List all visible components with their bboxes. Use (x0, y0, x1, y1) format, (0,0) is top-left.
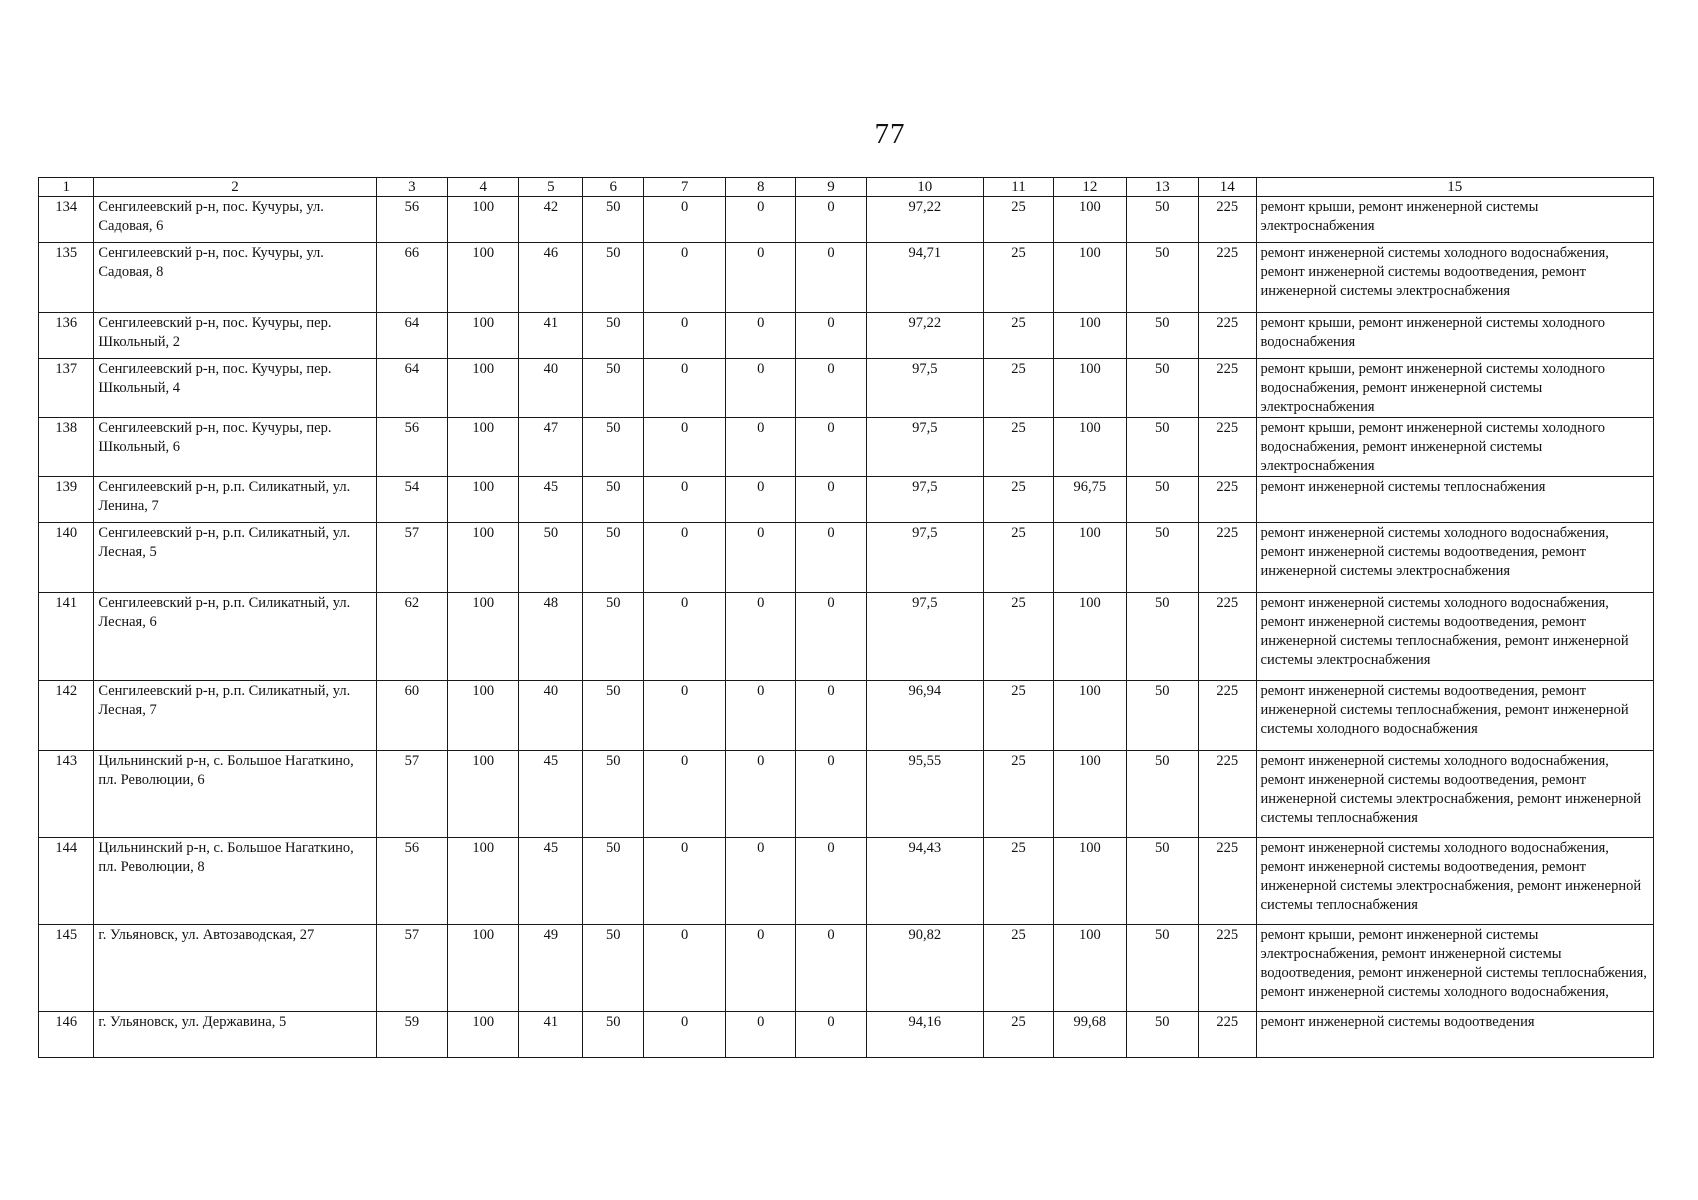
value-cell-col-10: 94,71 (866, 243, 983, 313)
value-cell-col-8: 0 (726, 313, 796, 359)
value-cell-col-14: 225 (1199, 197, 1257, 243)
value-cell-col-10: 97,5 (866, 523, 983, 593)
value-cell-col-9: 0 (796, 523, 866, 593)
work-type-cell: ремонт инженерной системы холодного водоснабжения, ремонт инженерной системы водоотведения, ремонт инженерной системы электроснабжения, ремонт инженерной системы теплоснабжения (1256, 751, 1653, 838)
value-cell-col-9: 0 (796, 359, 866, 418)
work-type-cell: ремонт инженерной системы холодного водоснабжения, ремонт инженерной системы водоотведения, ремонт инженерной системы теплоснабжения, ремонт инженерной системы электроснабжения (1256, 593, 1653, 681)
address-cell: Сенгилеевский р-н, пос. Кучуры, пер. Школьный, 4 (94, 359, 376, 418)
value-cell-col-13: 50 (1126, 838, 1198, 925)
value-cell-col-13: 50 (1126, 523, 1198, 593)
value-cell-col-13: 50 (1126, 243, 1198, 313)
row-number-cell: 145 (39, 925, 94, 1012)
value-cell-col-4: 100 (448, 593, 519, 681)
value-cell-col-6: 50 (583, 477, 644, 523)
value-cell-col-4: 100 (448, 313, 519, 359)
table-row (39, 359, 1654, 418)
value-cell-col-10: 96,94 (866, 681, 983, 751)
value-cell-col-12: 100 (1054, 925, 1126, 1012)
value-cell-col-14: 225 (1199, 243, 1257, 313)
value-cell-col-3: 66 (376, 243, 447, 313)
value-cell-col-5: 41 (519, 313, 583, 359)
value-cell-col-3: 64 (376, 359, 447, 418)
value-cell-col-12: 100 (1054, 313, 1126, 359)
value-cell-col-13: 50 (1126, 477, 1198, 523)
value-cell-col-5: 48 (519, 593, 583, 681)
value-cell-col-12: 99,68 (1054, 1012, 1126, 1058)
value-cell-col-9: 0 (796, 925, 866, 1012)
value-cell-col-8: 0 (726, 359, 796, 418)
value-cell-col-13: 50 (1126, 1012, 1198, 1058)
value-cell-col-14: 225 (1199, 418, 1257, 477)
value-cell-col-11: 25 (983, 681, 1053, 751)
work-type-cell: ремонт крыши, ремонт инженерной системы холодного водоснабжения, ремонт инженерной системы электроснабжения (1256, 359, 1653, 418)
table-row (39, 593, 1654, 681)
address-cell: Цильнинский р-н, с. Большое Нагаткино, пл. Революции, 6 (94, 751, 376, 838)
value-cell-col-12: 100 (1054, 593, 1126, 681)
value-cell-col-10: 97,22 (866, 313, 983, 359)
row-number-cell: 139 (39, 477, 94, 523)
value-cell-col-5: 47 (519, 418, 583, 477)
value-cell-col-6: 50 (583, 313, 644, 359)
column-header-1: 1 (39, 178, 94, 197)
value-cell-col-4: 100 (448, 243, 519, 313)
value-cell-col-10: 97,5 (866, 593, 983, 681)
column-header-10: 10 (866, 178, 983, 197)
table-row (39, 838, 1654, 925)
value-cell-col-3: 56 (376, 197, 447, 243)
column-header-4: 4 (448, 178, 519, 197)
value-cell-col-3: 54 (376, 477, 447, 523)
address-cell: Сенгилеевский р-н, пос. Кучуры, ул. Садовая, 8 (94, 243, 376, 313)
value-cell-col-8: 0 (726, 681, 796, 751)
table-row (39, 925, 1654, 1012)
value-cell-col-3: 56 (376, 418, 447, 477)
table-row (39, 243, 1654, 313)
value-cell-col-3: 64 (376, 313, 447, 359)
address-cell: г. Ульяновск, ул. Автозаводская, 27 (94, 925, 376, 1012)
value-cell-col-3: 57 (376, 751, 447, 838)
table-body (39, 178, 1654, 1058)
address-cell: Сенгилеевский р-н, пос. Кучуры, пер. Школьный, 6 (94, 418, 376, 477)
table-row (39, 681, 1654, 751)
value-cell-col-12: 100 (1054, 243, 1126, 313)
value-cell-col-3: 56 (376, 838, 447, 925)
value-cell-col-13: 50 (1126, 418, 1198, 477)
column-header-5: 5 (519, 178, 583, 197)
value-cell-col-6: 50 (583, 681, 644, 751)
address-cell: Сенгилеевский р-н, р.п. Силикатный, ул. Лесная, 6 (94, 593, 376, 681)
value-cell-col-12: 100 (1054, 523, 1126, 593)
value-cell-col-6: 50 (583, 418, 644, 477)
value-cell-col-4: 100 (448, 838, 519, 925)
address-cell: Цильнинский р-н, с. Большое Нагаткино, пл. Революции, 8 (94, 838, 376, 925)
value-cell-col-11: 25 (983, 593, 1053, 681)
value-cell-col-7: 0 (644, 418, 726, 477)
value-cell-col-14: 225 (1199, 523, 1257, 593)
value-cell-col-7: 0 (644, 523, 726, 593)
value-cell-col-12: 100 (1054, 197, 1126, 243)
value-cell-col-13: 50 (1126, 593, 1198, 681)
value-cell-col-7: 0 (644, 925, 726, 1012)
value-cell-col-6: 50 (583, 197, 644, 243)
value-cell-col-11: 25 (983, 523, 1053, 593)
value-cell-col-7: 0 (644, 751, 726, 838)
value-cell-col-11: 25 (983, 197, 1053, 243)
value-cell-col-11: 25 (983, 418, 1053, 477)
value-cell-col-11: 25 (983, 925, 1053, 1012)
value-cell-col-4: 100 (448, 751, 519, 838)
value-cell-col-6: 50 (583, 1012, 644, 1058)
value-cell-col-4: 100 (448, 1012, 519, 1058)
value-cell-col-14: 225 (1199, 593, 1257, 681)
value-cell-col-9: 0 (796, 751, 866, 838)
value-cell-col-14: 225 (1199, 359, 1257, 418)
value-cell-col-4: 100 (448, 523, 519, 593)
column-header-14: 14 (1199, 178, 1257, 197)
value-cell-col-4: 100 (448, 359, 519, 418)
column-header-9: 9 (796, 178, 866, 197)
value-cell-col-5: 45 (519, 477, 583, 523)
value-cell-col-9: 0 (796, 838, 866, 925)
value-cell-col-13: 50 (1126, 313, 1198, 359)
header-row (39, 178, 1654, 197)
value-cell-col-12: 100 (1054, 838, 1126, 925)
value-cell-col-6: 50 (583, 359, 644, 418)
value-cell-col-8: 0 (726, 751, 796, 838)
data-table (38, 177, 1654, 1058)
row-number-cell: 142 (39, 681, 94, 751)
value-cell-col-11: 25 (983, 359, 1053, 418)
value-cell-col-10: 95,55 (866, 751, 983, 838)
work-type-cell: ремонт крыши, ремонт инженерной системы холодного водоснабжения, ремонт инженерной системы электроснабжения (1256, 418, 1653, 477)
table-row (39, 477, 1654, 523)
column-header-3: 3 (376, 178, 447, 197)
value-cell-col-7: 0 (644, 243, 726, 313)
table-row (39, 523, 1654, 593)
value-cell-col-6: 50 (583, 751, 644, 838)
value-cell-col-14: 225 (1199, 1012, 1257, 1058)
value-cell-col-11: 25 (983, 1012, 1053, 1058)
value-cell-col-8: 0 (726, 243, 796, 313)
value-cell-col-10: 90,82 (866, 925, 983, 1012)
value-cell-col-9: 0 (796, 681, 866, 751)
value-cell-col-14: 225 (1199, 838, 1257, 925)
value-cell-col-8: 0 (726, 838, 796, 925)
row-number-cell: 141 (39, 593, 94, 681)
value-cell-col-9: 0 (796, 593, 866, 681)
column-header-6: 6 (583, 178, 644, 197)
address-cell: г. Ульяновск, ул. Державина, 5 (94, 1012, 376, 1058)
value-cell-col-9: 0 (796, 477, 866, 523)
value-cell-col-14: 225 (1199, 925, 1257, 1012)
row-number-cell: 134 (39, 197, 94, 243)
value-cell-col-6: 50 (583, 523, 644, 593)
value-cell-col-4: 100 (448, 197, 519, 243)
row-number-cell: 138 (39, 418, 94, 477)
column-header-12: 12 (1054, 178, 1126, 197)
value-cell-col-4: 100 (448, 681, 519, 751)
value-cell-col-5: 45 (519, 838, 583, 925)
work-type-cell: ремонт крыши, ремонт инженерной системы холодного водоснабжения (1256, 313, 1653, 359)
value-cell-col-7: 0 (644, 681, 726, 751)
value-cell-col-11: 25 (983, 243, 1053, 313)
work-type-cell: ремонт крыши, ремонт инженерной системы электроснабжения (1256, 197, 1653, 243)
work-type-cell: ремонт инженерной системы холодного водоснабжения, ремонт инженерной системы водоотведения, ремонт инженерной системы электроснабжения (1256, 243, 1653, 313)
table-row (39, 751, 1654, 838)
value-cell-col-10: 97,5 (866, 418, 983, 477)
value-cell-col-3: 57 (376, 925, 447, 1012)
value-cell-col-6: 50 (583, 593, 644, 681)
value-cell-col-8: 0 (726, 197, 796, 243)
value-cell-col-8: 0 (726, 477, 796, 523)
column-header-13: 13 (1126, 178, 1198, 197)
value-cell-col-7: 0 (644, 477, 726, 523)
work-type-cell: ремонт инженерной системы водоотведения (1256, 1012, 1653, 1058)
value-cell-col-14: 225 (1199, 751, 1257, 838)
value-cell-col-9: 0 (796, 313, 866, 359)
value-cell-col-6: 50 (583, 243, 644, 313)
table-row (39, 1012, 1654, 1058)
column-header-11: 11 (983, 178, 1053, 197)
value-cell-col-7: 0 (644, 593, 726, 681)
value-cell-col-11: 25 (983, 838, 1053, 925)
row-number-cell: 144 (39, 838, 94, 925)
value-cell-col-5: 49 (519, 925, 583, 1012)
value-cell-col-14: 225 (1199, 477, 1257, 523)
value-cell-col-5: 42 (519, 197, 583, 243)
row-number-cell: 140 (39, 523, 94, 593)
value-cell-col-13: 50 (1126, 359, 1198, 418)
value-cell-col-13: 50 (1126, 925, 1198, 1012)
value-cell-col-7: 0 (644, 197, 726, 243)
value-cell-col-8: 0 (726, 523, 796, 593)
value-cell-col-9: 0 (796, 1012, 866, 1058)
value-cell-col-7: 0 (644, 313, 726, 359)
value-cell-col-12: 100 (1054, 418, 1126, 477)
work-type-cell: ремонт инженерной системы водоотведения, ремонт инженерной системы теплоснабжения, ремонт инженерной системы холодного водоснабжения (1256, 681, 1653, 751)
address-cell: Сенгилеевский р-н, пос. Кучуры, пер. Школьный, 2 (94, 313, 376, 359)
value-cell-col-10: 94,16 (866, 1012, 983, 1058)
value-cell-col-10: 97,5 (866, 359, 983, 418)
value-cell-col-10: 94,43 (866, 838, 983, 925)
work-type-cell: ремонт инженерной системы теплоснабжения (1256, 477, 1653, 523)
work-type-cell: ремонт крыши, ремонт инженерной системы электроснабжения, ремонт инженерной системы водоотведения, ремонт инженерной системы теплоснабжения, ремонт инженерной системы холодного водоснабжения, (1256, 925, 1653, 1012)
value-cell-col-6: 50 (583, 925, 644, 1012)
value-cell-col-3: 59 (376, 1012, 447, 1058)
value-cell-col-11: 25 (983, 313, 1053, 359)
value-cell-col-5: 50 (519, 523, 583, 593)
value-cell-col-13: 50 (1126, 197, 1198, 243)
value-cell-col-8: 0 (726, 1012, 796, 1058)
row-number-cell: 135 (39, 243, 94, 313)
value-cell-col-3: 57 (376, 523, 447, 593)
row-number-cell: 146 (39, 1012, 94, 1058)
value-cell-col-12: 100 (1054, 681, 1126, 751)
row-number-cell: 136 (39, 313, 94, 359)
column-header-2: 2 (94, 178, 376, 197)
table-row (39, 197, 1654, 243)
address-cell: Сенгилеевский р-н, пос. Кучуры, ул. Садовая, 6 (94, 197, 376, 243)
value-cell-col-4: 100 (448, 418, 519, 477)
address-cell: Сенгилеевский р-н, р.п. Силикатный, ул. Ленина, 7 (94, 477, 376, 523)
value-cell-col-11: 25 (983, 751, 1053, 838)
value-cell-col-12: 96,75 (1054, 477, 1126, 523)
value-cell-col-9: 0 (796, 418, 866, 477)
column-header-7: 7 (644, 178, 726, 197)
value-cell-col-14: 225 (1199, 313, 1257, 359)
row-number-cell: 137 (39, 359, 94, 418)
value-cell-col-9: 0 (796, 243, 866, 313)
value-cell-col-5: 40 (519, 359, 583, 418)
value-cell-col-11: 25 (983, 477, 1053, 523)
value-cell-col-5: 45 (519, 751, 583, 838)
work-type-cell: ремонт инженерной системы холодного водоснабжения, ремонт инженерной системы водоотведения, ремонт инженерной системы электроснабжения, ремонт инженерной системы теплоснабжения (1256, 838, 1653, 925)
value-cell-col-10: 97,22 (866, 197, 983, 243)
column-header-15: 15 (1256, 178, 1653, 197)
work-type-cell: ремонт инженерной системы холодного водоснабжения, ремонт инженерной системы водоотведения, ремонт инженерной системы электроснабжения (1256, 523, 1653, 593)
value-cell-col-13: 50 (1126, 751, 1198, 838)
value-cell-col-8: 0 (726, 593, 796, 681)
address-cell: Сенгилеевский р-н, р.п. Силикатный, ул. Лесная, 7 (94, 681, 376, 751)
value-cell-col-7: 0 (644, 359, 726, 418)
page-number: 77 (874, 118, 906, 150)
value-cell-col-6: 50 (583, 838, 644, 925)
value-cell-col-3: 62 (376, 593, 447, 681)
value-cell-col-13: 50 (1126, 681, 1198, 751)
value-cell-col-5: 41 (519, 1012, 583, 1058)
value-cell-col-8: 0 (726, 418, 796, 477)
row-number-cell: 143 (39, 751, 94, 838)
value-cell-col-10: 97,5 (866, 477, 983, 523)
address-cell: Сенгилеевский р-н, р.п. Силикатный, ул. Лесная, 5 (94, 523, 376, 593)
value-cell-col-5: 40 (519, 681, 583, 751)
column-header-8: 8 (726, 178, 796, 197)
value-cell-col-4: 100 (448, 477, 519, 523)
table-row (39, 313, 1654, 359)
value-cell-col-8: 0 (726, 925, 796, 1012)
value-cell-col-7: 0 (644, 838, 726, 925)
table-row (39, 418, 1654, 477)
value-cell-col-12: 100 (1054, 359, 1126, 418)
value-cell-col-14: 225 (1199, 681, 1257, 751)
value-cell-col-12: 100 (1054, 751, 1126, 838)
value-cell-col-5: 46 (519, 243, 583, 313)
value-cell-col-9: 0 (796, 197, 866, 243)
value-cell-col-3: 60 (376, 681, 447, 751)
value-cell-col-4: 100 (448, 925, 519, 1012)
value-cell-col-7: 0 (644, 1012, 726, 1058)
